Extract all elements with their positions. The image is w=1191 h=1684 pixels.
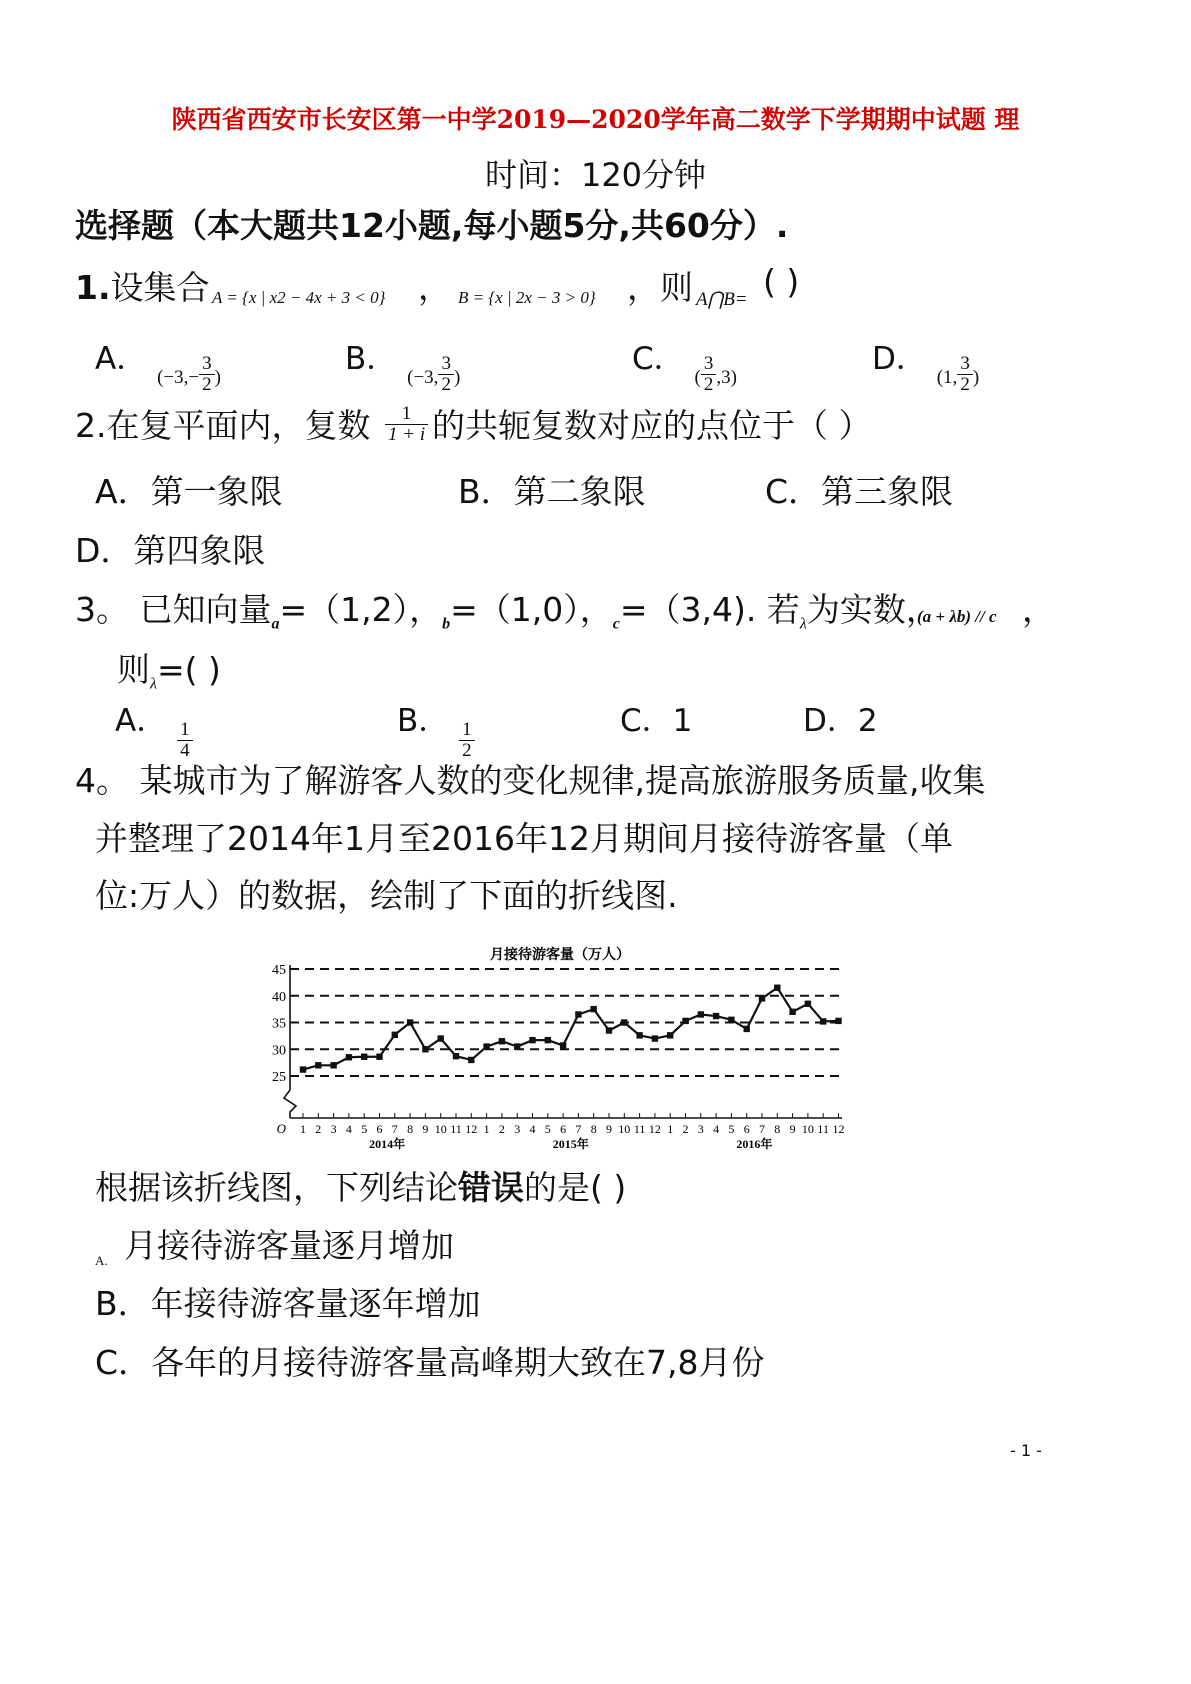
origin-label: O xyxy=(276,1121,286,1136)
year-label: 2015年 xyxy=(552,1137,589,1151)
exam-duration: 时间：120分钟 xyxy=(484,156,707,194)
x-tick-label: 5 xyxy=(361,1122,368,1136)
question-3: 3。 已知向量$_a$=（1,2），$_b$=（1,0），$_c$=（3,4). 若$_\lambda$为实数， xyxy=(75,590,939,633)
fraction: $\frac{3}{2}$ xyxy=(957,354,973,395)
data-point xyxy=(667,1032,673,1038)
fraction: $\frac{3}{2}$ xyxy=(438,354,454,395)
data-point xyxy=(606,1027,612,1033)
x-tick-label: 1 xyxy=(483,1122,490,1136)
q4-line-2: 并整理了2014年1月至2016年12月期间月接待游客量（单 xyxy=(95,819,953,858)
x-tick-label: 2 xyxy=(498,1122,505,1136)
x-tick-label: 2 xyxy=(682,1122,689,1136)
data-point xyxy=(392,1032,398,1038)
x-tick-label: 10 xyxy=(801,1122,814,1136)
x-tick-label: 8 xyxy=(774,1122,781,1136)
x-tick-label: 2 xyxy=(315,1122,322,1136)
year-label: 2014年 xyxy=(369,1137,406,1151)
x-tick-label: 8 xyxy=(407,1122,414,1136)
x-tick-label: 12 xyxy=(648,1122,661,1136)
axis-break xyxy=(284,1090,296,1118)
q1-option-a: A． (−3,− $\frac{3}{2}$ ) xyxy=(95,341,221,395)
q1-intersection: A⋂B= xyxy=(696,289,748,310)
q2-option-c: C．第三象限 xyxy=(765,472,954,511)
q3-condition: (a + λb) // c xyxy=(917,607,997,626)
data-point xyxy=(300,1066,306,1072)
x-tick-label: 3 xyxy=(330,1122,337,1136)
x-tick-label: 8 xyxy=(590,1122,597,1136)
q1-sep: ， xyxy=(418,268,451,307)
x-tick-label: 11 xyxy=(450,1122,462,1136)
data-point xyxy=(652,1035,658,1041)
data-point xyxy=(560,1042,566,1048)
x-tick-label: 4 xyxy=(345,1122,352,1136)
data-point xyxy=(744,1026,750,1032)
q2-option-b: B．第二象限 xyxy=(458,472,646,511)
q1-set-b: B = {x | 2x − 3 > 0} xyxy=(458,288,596,307)
y-tick-label: 40 xyxy=(272,989,286,1005)
data-point xyxy=(789,1009,795,1015)
y-tick-label: 45 xyxy=(272,963,286,978)
page-title: 陕西省西安市长安区第一中学2019—2020学年高二数学下学期期中试题 理 xyxy=(171,105,1020,134)
x-tick-label: 10 xyxy=(434,1122,447,1136)
data-point xyxy=(438,1035,444,1041)
data-point xyxy=(682,1018,688,1024)
data-point xyxy=(698,1011,704,1017)
fraction: $\frac{3}{2}$ xyxy=(701,354,717,395)
data-point xyxy=(330,1062,336,1068)
x-tick-label: 4 xyxy=(529,1122,536,1136)
q4-option-a-label: A. xyxy=(95,1253,108,1268)
x-tick-label: 6 xyxy=(560,1122,567,1136)
q2-text-end: 的共轭复数对应的点位于（ ） xyxy=(432,406,872,445)
q3-option-a: A． $\frac{1}{4}$ xyxy=(115,695,193,743)
y-tick-label: 25 xyxy=(272,1070,286,1085)
data-point xyxy=(621,1019,627,1025)
data-point xyxy=(636,1032,642,1038)
q1-option-c: C． ( $\frac{3}{2}$ ,3) xyxy=(632,341,737,395)
x-tick-label: 9 xyxy=(422,1122,429,1136)
x-tick-label: 6 xyxy=(743,1122,750,1136)
data-point xyxy=(759,995,765,1001)
x-tick-label: 1 xyxy=(300,1122,306,1136)
data-point xyxy=(315,1062,321,1068)
q3-line2: 则$_\lambda$=( ) xyxy=(117,650,221,693)
x-tick-label: 7 xyxy=(391,1122,398,1136)
data-point xyxy=(713,1013,719,1019)
data-point xyxy=(529,1037,535,1043)
x-tick-label: 7 xyxy=(759,1122,765,1136)
data-point xyxy=(407,1019,413,1025)
q4-option-c: C．各年的月接待游客量高峰期大致在7,8月份 xyxy=(95,1343,765,1382)
data-point xyxy=(483,1043,489,1049)
data-point xyxy=(774,985,780,991)
x-tick-label: 10 xyxy=(618,1122,631,1136)
x-tick-label: 3 xyxy=(514,1122,521,1136)
section-heading: 选择题（本大题共12小题,每小题5分,共60分）. xyxy=(75,206,789,245)
q4-option-b: B．年接待游客量逐年增加 xyxy=(95,1284,481,1323)
data-point xyxy=(453,1053,459,1059)
q4-line-3: 位:万人）的数据，绘制了下面的折线图. xyxy=(95,876,678,915)
q4-line-1: 4。 某城市为了解游客人数的变化规律,提高旅游服务质量,收集 xyxy=(75,761,986,800)
series-line xyxy=(303,988,839,1070)
data-point xyxy=(468,1057,474,1063)
data-point xyxy=(422,1046,428,1052)
x-tick-label: 3 xyxy=(697,1122,704,1136)
data-point xyxy=(361,1054,367,1060)
fraction: $\frac{1}{2}$ xyxy=(459,720,475,761)
q3-option-b: B． $\frac{1}{2}$ xyxy=(397,695,475,743)
data-point xyxy=(545,1037,551,1043)
data-point xyxy=(820,1018,826,1024)
x-tick-label: 12 xyxy=(832,1122,845,1136)
chart-title: 月接待游客量（万人） xyxy=(490,948,630,963)
x-tick-label: 11 xyxy=(633,1122,646,1136)
q1-number: 1. xyxy=(75,268,111,307)
x-tick-label: 7 xyxy=(575,1122,582,1136)
q4-option-a: 月接待游客量逐月增加 xyxy=(124,1226,454,1265)
x-tick-label: 9 xyxy=(789,1122,796,1136)
x-tick-label: 5 xyxy=(728,1122,735,1136)
q2-fraction: $\frac{1}{1 + i}$ xyxy=(385,404,428,445)
x-tick-label: 5 xyxy=(544,1122,551,1136)
data-point xyxy=(805,1001,811,1007)
x-tick-label: 11 xyxy=(817,1122,829,1136)
data-point xyxy=(728,1017,734,1023)
fraction: $\frac{3}{2}$ xyxy=(199,354,215,395)
page-number: - 1 - xyxy=(1010,1441,1042,1460)
q1-blank: ( ) xyxy=(763,262,800,301)
q2-text-start: 2.在复平面内，复数 xyxy=(75,406,371,445)
x-tick-label: 9 xyxy=(606,1122,612,1136)
data-point xyxy=(575,1011,581,1017)
data-point xyxy=(499,1038,505,1044)
x-tick-label: 6 xyxy=(376,1122,383,1136)
y-tick-label: 35 xyxy=(272,1016,286,1032)
x-tick-label: 12 xyxy=(465,1122,478,1136)
q1-then: ，则 xyxy=(627,268,693,307)
y-tick-label: 30 xyxy=(272,1043,286,1059)
q3-option-c: C．1 xyxy=(620,703,693,739)
q2-option-d: D．第四象限 xyxy=(75,531,266,570)
q3-comma: ， xyxy=(1022,590,1055,629)
x-tick-label: 4 xyxy=(713,1122,720,1136)
q1-option-d: D． (1, $\frac{3}{2}$ ) xyxy=(872,341,980,395)
data-point xyxy=(376,1054,382,1060)
data-point xyxy=(346,1054,352,1060)
q4-prompt: 根据该折线图，下列结论错误的是( ) xyxy=(95,1168,627,1207)
data-point xyxy=(835,1018,841,1024)
x-tick-label: 1 xyxy=(667,1122,674,1136)
question-1 xyxy=(75,262,210,309)
year-label: 2016年 xyxy=(736,1137,773,1151)
fraction: $\frac{1}{4}$ xyxy=(177,720,193,761)
data-point xyxy=(591,1006,597,1012)
q3-option-d: D．2 xyxy=(803,703,878,739)
tourist-line-chart xyxy=(260,940,850,1155)
emphasis-wrong: 错误 xyxy=(458,1168,524,1207)
data-point xyxy=(514,1043,520,1049)
q1-option-b: B． (−3, $\frac{3}{2}$ ) xyxy=(345,341,461,395)
q2-option-a: A．第一象限 xyxy=(95,472,283,511)
q1-set-a: A = {x | x2 − 4x + 3 < 0} xyxy=(212,288,386,307)
q1-text: 设集合 xyxy=(110,268,210,307)
